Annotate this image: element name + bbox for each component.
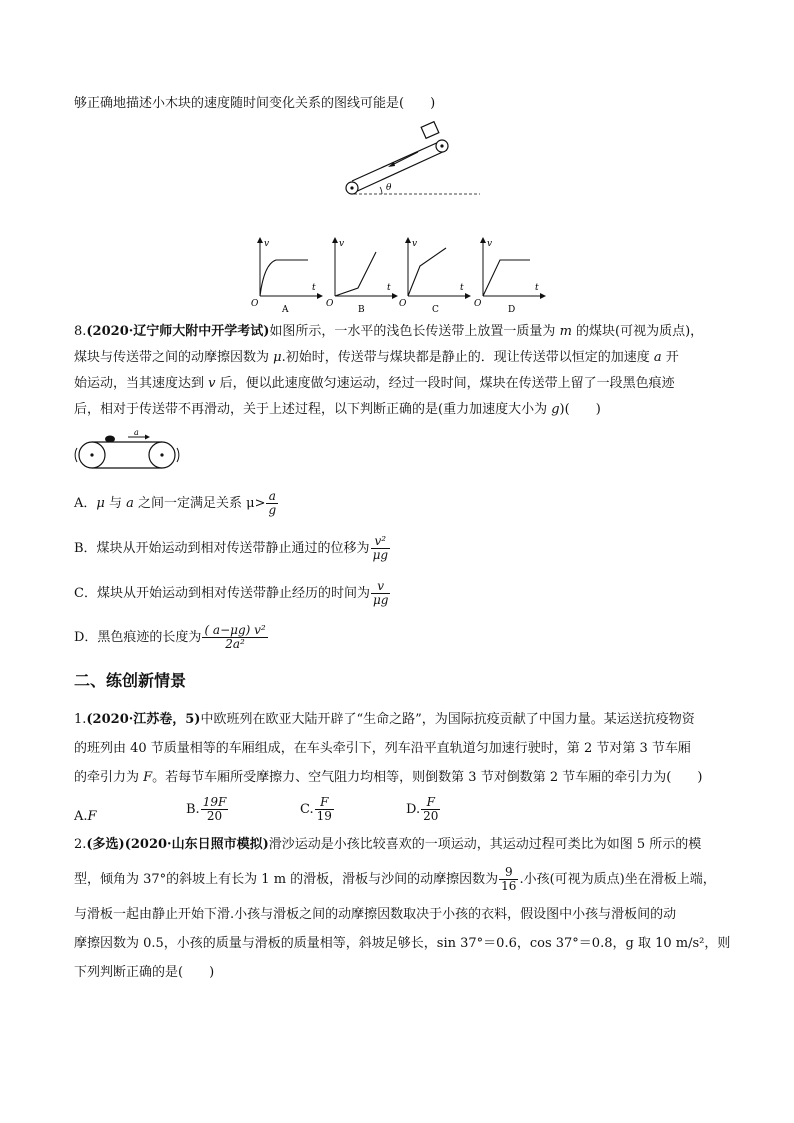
q8-option-b: B．煤块从开始运动到相对传送带静止通过的位移为 $\frac{\text{v²}}{\mu g}$ bbox=[74, 534, 389, 562]
graph-c bbox=[399, 238, 470, 315]
svg-text:v: v bbox=[412, 239, 418, 249]
svg-text:O: O bbox=[251, 299, 259, 309]
p2-line-2: 型，倾角为 37°的斜坡上有长为 1 m 的滑板，滑板与沙间的动摩擦因数为 $\frac{9}{16}$ .小孩(可视为质点)坐在滑板上端， bbox=[74, 865, 716, 893]
q8-line-3: 始运动，当其速度达到 v 后，便以此速度做匀速运动，经过一段时间，煤块在传送带上留了一段黑色痕迹 bbox=[74, 376, 675, 391]
p2-line-5: 下列判断正确的是( ) bbox=[74, 965, 215, 980]
svg-text:v: v bbox=[264, 239, 270, 249]
svg-text:t: t bbox=[535, 283, 539, 293]
section-heading: 二、练创新情景 bbox=[74, 671, 187, 690]
svg-text:t: t bbox=[387, 283, 391, 293]
graph-a-label: A bbox=[282, 305, 289, 315]
theta-label: θ bbox=[386, 183, 392, 193]
q8-line-1: 8.(2020·辽宁师大附中开学考试)如图所示，一水平的浅色长传送带上放置一质量为 m 的煤块(可视为质点)， bbox=[74, 324, 704, 339]
graph-c-label: C bbox=[432, 305, 439, 315]
p2-line-1: 2.(多选)(2020·山东日照市模拟)滑沙运动是小孩比较喜欢的一项运动，其运动过程可类比为如图 5 所示的模 bbox=[74, 837, 702, 852]
p2-line-4: 摩擦因数为 0.5，小孩的质量与滑板的质量相等，斜坡足够长，sin 37°＝0.6，cos 37°＝0.8，g 取 10 m/s²，则 bbox=[74, 936, 731, 951]
svg-text:v: v bbox=[339, 239, 345, 249]
incline-conveyor-figure bbox=[330, 120, 500, 200]
p1-line-3: 的牵引力为 F。若每节车厢所受摩擦力、空气阻力均相等，则倒数第 3 节对倒数第 2 节车厢的牵引力为( ) bbox=[74, 770, 703, 785]
svg-text:O: O bbox=[399, 299, 407, 309]
q8-line-4: 后，相对于传送带不再滑动，关于上述过程，以下判断正确的是(重力加速度大小为 g)( ) bbox=[74, 402, 601, 417]
q8-line-2: 煤块与传送带之间的动摩擦因数为 μ.初始时，传送带与煤块都是静止的．现让传送带以恒定的加速度 a 开 bbox=[74, 350, 679, 365]
svg-text:v: v bbox=[487, 239, 493, 249]
q8-option-a: A．μ 与 a 之间一定满足关系 μ> $\frac{a}{g}$ bbox=[74, 489, 277, 517]
q7-text: 够正确地描述小木块的速度随时间变化关系的图线可能是( ) bbox=[74, 96, 436, 111]
graph-b bbox=[326, 238, 397, 315]
graph-a bbox=[251, 238, 322, 315]
graph-d-label: D bbox=[508, 305, 516, 315]
svg-text:t: t bbox=[460, 283, 464, 293]
p1-line-1: 1.(2020·江苏卷，5)中欧班列在欧亚大陆开辟了“生命之路”，为国际抗疫贡献了中国力量。某运送抗疫物资 bbox=[74, 712, 695, 727]
p2-line-3: 与滑板一起由静止开始下滑.小孩与滑板之间的动摩擦因数取决于小孩的衣料，假设图中小孩与滑板间的动 bbox=[74, 907, 677, 922]
q8-option-d: D．黑色痕迹的长度为 $\frac{\text{( a−μg) v²}}{\text{2a²}}$ bbox=[74, 623, 266, 651]
graph-b-label: B bbox=[358, 305, 365, 315]
svg-text:t: t bbox=[312, 283, 316, 293]
vt-graphs bbox=[240, 234, 560, 316]
p1-line-2: 的班列由 40 节质量相等的车厢组成，在车头牵引下，列车沿平直轨道匀加速行驶时，第 2 节对第 3 节车厢 bbox=[74, 741, 691, 756]
accel-label: a bbox=[134, 430, 139, 437]
horizontal-conveyor-figure bbox=[70, 430, 190, 470]
svg-text:O: O bbox=[326, 299, 334, 309]
svg-text:O: O bbox=[474, 299, 482, 309]
graph-d bbox=[474, 238, 545, 315]
q8-option-c: C．煤块从开始运动到相对传送带静止经历的时间为 $\frac{v}{\mu g}$ bbox=[74, 579, 389, 607]
